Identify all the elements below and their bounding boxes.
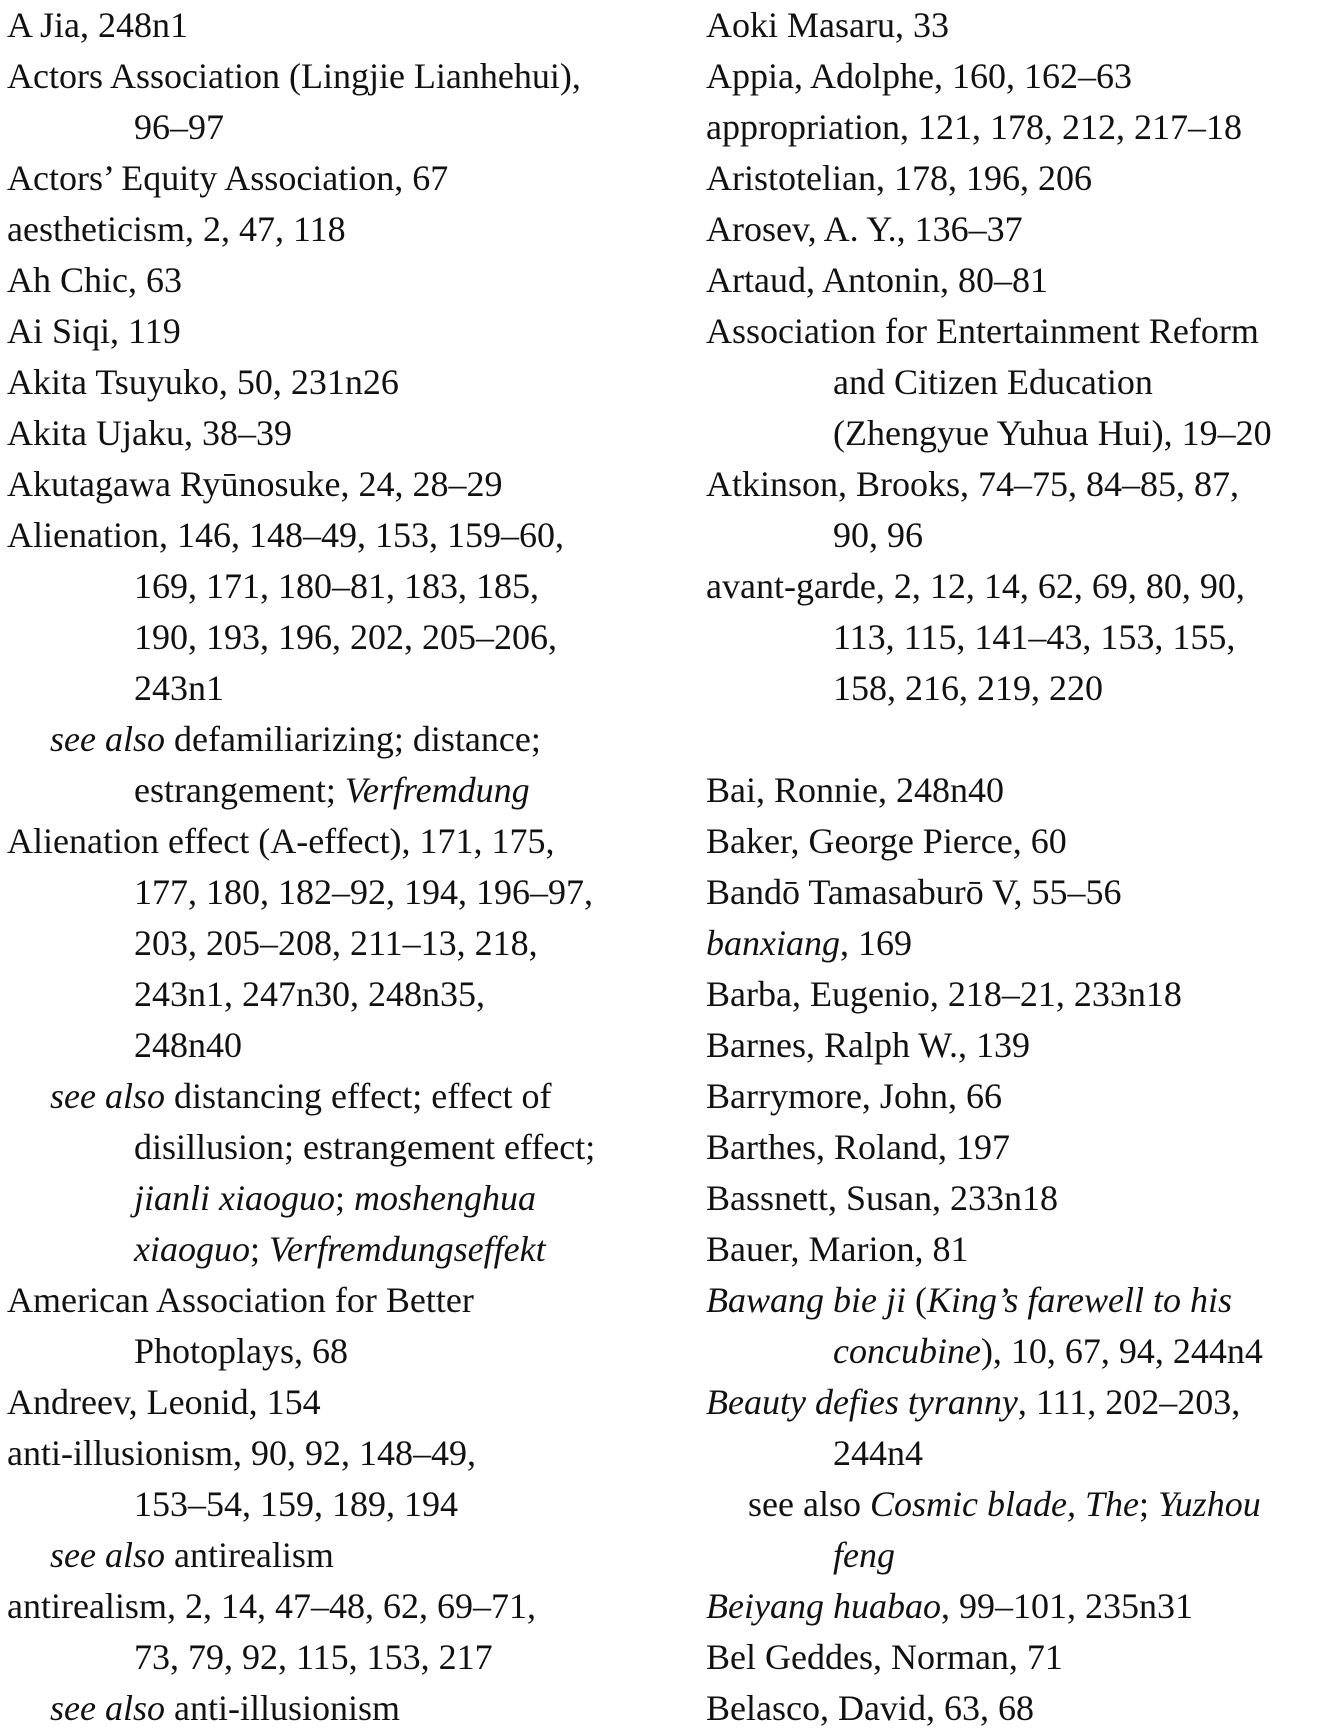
see-also-term: Verfremdung bbox=[344, 770, 530, 810]
index-entry-continuation: Photoplays, 68 bbox=[134, 1331, 349, 1371]
index-see-also bbox=[7, 1071, 667, 1122]
index-entry-continuation: 190, 193, 196, 202, 205–206, bbox=[134, 617, 557, 657]
index-entry: Baker, George Pierce, 60 bbox=[706, 821, 1067, 861]
index-entry-continuation: 158, 216, 219, 220 bbox=[833, 668, 1103, 708]
index-entry: aestheticism, 2, 47, 118 bbox=[7, 209, 346, 249]
index-entry-continuation: 248n40 bbox=[134, 1025, 242, 1065]
index-entry-continuation: 113, 115, 141–43, 153, 155, bbox=[833, 617, 1236, 657]
see-also-term: Cosmic blade, The bbox=[869, 1484, 1139, 1524]
letter-group-gap bbox=[706, 714, 1332, 765]
index-entry: Aristotelian, 178, 196, 206 bbox=[706, 158, 1092, 198]
see-also-label: see also bbox=[748, 1484, 870, 1524]
index-entry: Akita Tsuyuko, 50, 231n26 bbox=[7, 362, 399, 402]
index-entry-continuation: 177, 180, 182–92, 194, 196–97, bbox=[134, 872, 593, 912]
index-term: King’s farewell to his bbox=[927, 1280, 1233, 1320]
index-entry-continuation: 244n4 bbox=[833, 1433, 923, 1473]
see-also-label: see also bbox=[50, 1688, 165, 1728]
index-entry: Bai, Ronnie, 248n40 bbox=[706, 770, 1004, 810]
index-entry-continuation: 90, 96 bbox=[833, 515, 923, 555]
index-entry: Bassnett, Susan, 233n18 bbox=[706, 1178, 1059, 1218]
index-entry: Alienation, 146, 148–49, 153, 159–60, bbox=[7, 515, 564, 555]
index-see-also bbox=[7, 1683, 667, 1734]
index-entry-continuation: (Zhengyue Yuhua Hui), 19–20 bbox=[833, 413, 1272, 453]
index-entry: Barnes, Ralph W., 139 bbox=[706, 1025, 1030, 1065]
index-see-also bbox=[7, 1530, 667, 1581]
index-entry bbox=[706, 1275, 1332, 1326]
see-also-term: xiaoguo bbox=[134, 1229, 250, 1269]
index-entry: Belasco, David, 63, 68 bbox=[706, 1688, 1034, 1728]
index-term: Bawang bie ji bbox=[706, 1280, 906, 1320]
index-entry: Barba, Eugenio, 218–21, 233n18 bbox=[706, 974, 1182, 1014]
index-entry bbox=[706, 1581, 1332, 1632]
index-see-also bbox=[706, 1479, 1332, 1530]
index-entry-continuation: 243n1, 247n30, 248n35, bbox=[134, 974, 485, 1014]
index-column-right bbox=[706, 0, 1332, 1734]
index-entry-continuation: and Citizen Education bbox=[833, 362, 1153, 402]
index-entry-continuation: 153–54, 159, 189, 194 bbox=[134, 1484, 458, 1524]
index-entry: Atkinson, Brooks, 74–75, 84–85, 87, bbox=[706, 464, 1240, 504]
index-entry: Barthes, Roland, 197 bbox=[706, 1127, 1010, 1167]
index-entry: Arosev, A. Y., 136–37 bbox=[706, 209, 1023, 249]
index-pages: , 99–101, 235n31 bbox=[940, 1586, 1193, 1626]
index-see-also-continuation: disillusion; estrangement effect; bbox=[134, 1127, 596, 1167]
index-pages: , 111, 202–203, bbox=[1017, 1382, 1241, 1422]
index-term: banxiang bbox=[706, 923, 840, 963]
index-see-also-continuation bbox=[7, 1173, 667, 1224]
see-also-term: jianli xiaoguo bbox=[134, 1178, 335, 1218]
index-entry-continuation: 96–97 bbox=[134, 107, 224, 147]
index-entry bbox=[706, 1377, 1332, 1428]
index-entry: Aoki Masaru, 33 bbox=[706, 5, 949, 45]
index-entry: Artaud, Antonin, 80–81 bbox=[706, 260, 1048, 300]
index-entry: Ah Chic, 63 bbox=[7, 260, 182, 300]
see-also-term: Yuzhou bbox=[1157, 1484, 1261, 1524]
index-entry: Actors Association (Lingjie Lianhehui), bbox=[7, 56, 581, 96]
see-also-separator: ; bbox=[335, 1178, 355, 1218]
index-entry: Akita Ujaku, 38–39 bbox=[7, 413, 292, 453]
index-entry-continuation: 243n1 bbox=[134, 668, 224, 708]
index-entry: Andreev, Leonid, 154 bbox=[7, 1382, 321, 1422]
see-also-text: antirealism bbox=[164, 1535, 334, 1575]
see-also-label: see also bbox=[50, 719, 165, 759]
index-entry: Akutagawa Ryūnosuke, 24, 28–29 bbox=[7, 464, 503, 504]
index-entry: anti-illusionism, 90, 92, 148–49, bbox=[7, 1433, 477, 1473]
see-also-label: see also bbox=[50, 1535, 165, 1575]
index-entry: Actors’ Equity Association, 67 bbox=[7, 158, 449, 198]
index-term: Beiyang huabao bbox=[706, 1586, 941, 1626]
index-entry: American Association for Better bbox=[7, 1280, 474, 1320]
index-entry: Ai Siqi, 119 bbox=[7, 311, 181, 351]
see-also-term: moshenghua bbox=[354, 1178, 537, 1218]
see-also-label: see also bbox=[50, 1076, 165, 1116]
index-see-also-continuation bbox=[7, 765, 667, 816]
index-pages: , 169 bbox=[839, 923, 912, 963]
see-also-separator: ; bbox=[249, 1229, 269, 1269]
index-entry: avant-garde, 2, 12, 14, 62, 69, 80, 90, bbox=[706, 566, 1245, 606]
index-entry bbox=[706, 918, 1332, 969]
index-entry: Bauer, Marion, 81 bbox=[706, 1229, 969, 1269]
index-pages: ), 10, 67, 94, 244n4 bbox=[980, 1331, 1263, 1371]
index-entry-continuation bbox=[706, 1326, 1332, 1377]
index-entry: Appia, Adolphe, 160, 162–63 bbox=[706, 56, 1132, 96]
index-entry-continuation: 73, 79, 92, 115, 153, 217 bbox=[134, 1637, 493, 1677]
index-entry: A Jia, 248n1 bbox=[7, 5, 189, 45]
index-term: Beauty defies tyranny bbox=[706, 1382, 1018, 1422]
see-also-term: feng bbox=[833, 1535, 895, 1575]
index-entry: Bandō Tamasaburō V, 55–56 bbox=[706, 872, 1122, 912]
index-see-also-continuation bbox=[7, 1224, 667, 1275]
index-entry: appropriation, 121, 178, 212, 217–18 bbox=[706, 107, 1242, 147]
index-entry-continuation: 203, 205–208, 211–13, 218, bbox=[134, 923, 538, 963]
index-see-also-continuation bbox=[706, 1530, 1332, 1581]
index-text: ( bbox=[906, 1280, 927, 1320]
index-entry: Alienation effect (A-effect), 171, 175, bbox=[7, 821, 555, 861]
see-also-text: defamiliarizing; distance; bbox=[164, 719, 541, 759]
index-column-left bbox=[7, 0, 667, 1734]
index-see-also bbox=[7, 714, 667, 765]
see-also-text: estrangement; bbox=[134, 770, 345, 810]
see-also-text: distancing effect; effect of bbox=[164, 1076, 552, 1116]
see-also-term: Verfremdungseffekt bbox=[269, 1229, 546, 1269]
index-entry: Association for Entertainment Reform bbox=[706, 311, 1259, 351]
index-entry: Bel Geddes, Norman, 71 bbox=[706, 1637, 1063, 1677]
see-also-text: anti-illusionism bbox=[164, 1688, 400, 1728]
index-entry: antirealism, 2, 14, 47–48, 62, 69–71, bbox=[7, 1586, 536, 1626]
index-entry: Barrymore, John, 66 bbox=[706, 1076, 1002, 1116]
see-also-separator: ; bbox=[1138, 1484, 1158, 1524]
index-term: concubine bbox=[833, 1331, 981, 1371]
index-entry-continuation: 169, 171, 180–81, 183, 185, bbox=[134, 566, 539, 606]
